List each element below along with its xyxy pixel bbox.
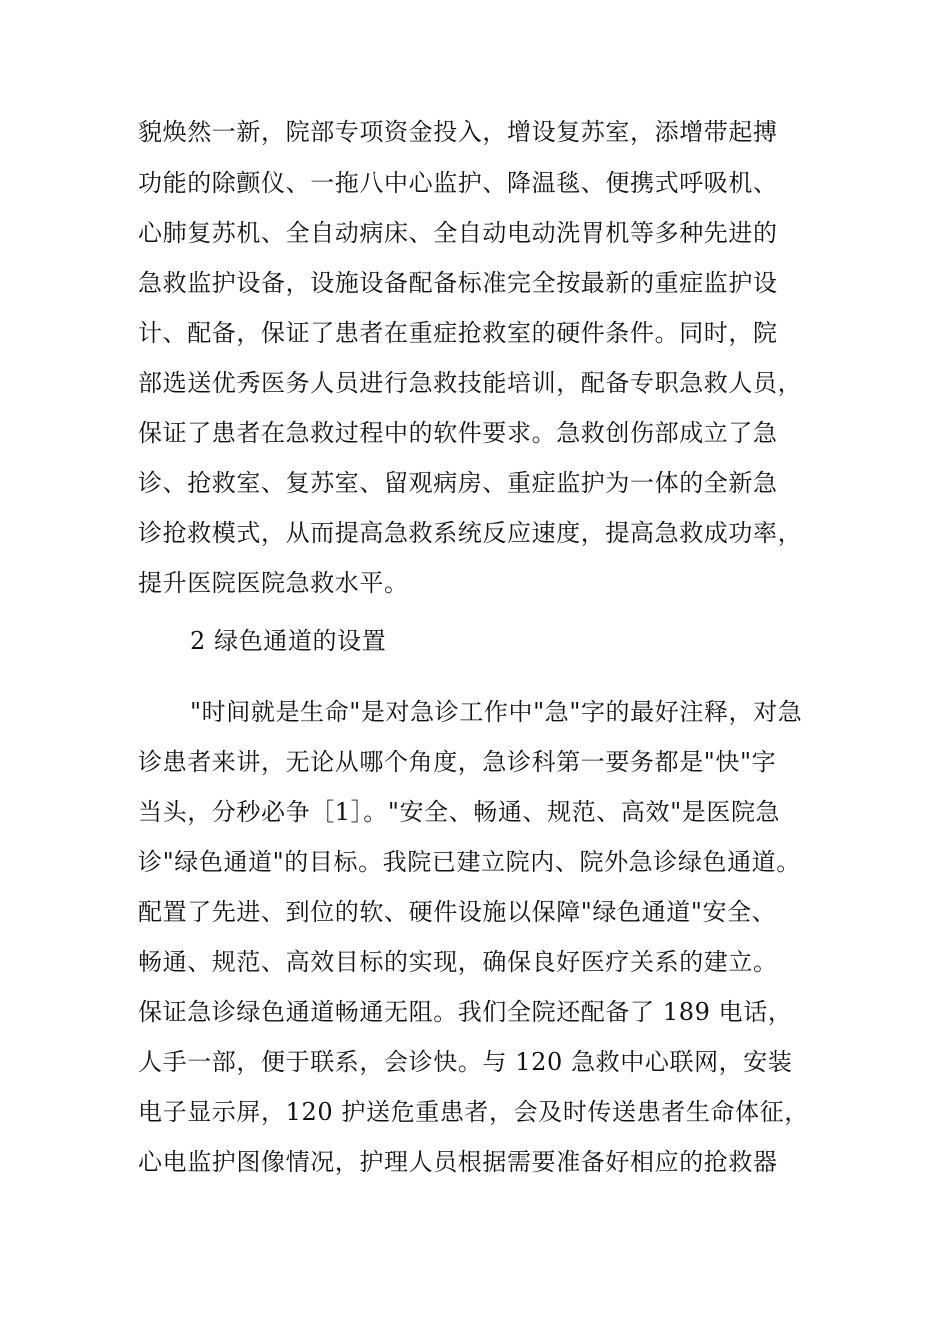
paragraph-line: 诊"绿色通道"的目标。我院已建立院内、院外急诊绿色通道。 xyxy=(138,848,801,876)
paragraph-line: 计、配备，保证了患者在重症抢救室的硬件条件。同时，院 xyxy=(138,319,778,347)
paragraph-line: 保证急诊绿色通道畅通无阻。我们全院还配备了 189 电话， xyxy=(138,998,793,1026)
paragraph-line: 诊抢救模式，从而提高急救系统反应速度，提高急救成功率， xyxy=(138,519,803,547)
paragraph-line: 当头，分秒必争［1］。"安全、畅通、规范、高效"是医院急 xyxy=(138,798,781,826)
paragraph-line: 诊患者来讲，无论从哪个角度，急诊科第一要务都是"快"字 xyxy=(138,748,777,776)
paragraph-line: 配置了先进、到位的软、硬件设施以保障"绿色通道"安全、 xyxy=(138,898,777,926)
section-heading: 2 绿色通道的设置 xyxy=(190,627,387,655)
paragraph-line: 人手一部，便于联系，会诊快。与 120 急救中心联网，安装 xyxy=(138,1048,793,1076)
paragraph-line: 电子显示屏，120 护送危重患者，会及时传送患者生命体征， xyxy=(138,1098,809,1126)
paragraph-line: 心电监护图像情况，护理人员根据需要准备好相应的抢救器 xyxy=(138,1148,778,1176)
paragraph-line: 提升医院医院急救水平。 xyxy=(138,569,409,597)
paragraph-line: 畅通、规范、高效目标的实现，确保良好医疗关系的建立。 xyxy=(138,948,778,976)
paragraph-line: 急救监护设备，设施设备配备标准完全按最新的重症监护设 xyxy=(138,269,778,297)
paragraph-line: "时间就是生命"是对急诊工作中"急"字的最好注释，对急 xyxy=(190,698,803,726)
paragraph-line: 功能的除颤仪、一拖八中心监护、降温毯、便携式呼吸机、 xyxy=(138,169,778,197)
paragraph-line: 诊、抢救室、复苏室、留观病房、重症监护为一体的全新急 xyxy=(138,469,778,497)
paragraph-line: 保证了患者在急救过程中的软件要求。急救创伤部成立了急 xyxy=(138,419,778,447)
paragraph-line: 部选送优秀医务人员进行急救技能培训，配备专职急救人员， xyxy=(138,369,803,397)
paragraph-line: 貌焕然一新，院部专项资金投入，增设复苏室，添增带起搏 xyxy=(138,118,778,146)
paragraph-line: 心肺复苏机、全自动病床、全自动电动洗胃机等多种先进的 xyxy=(138,219,778,247)
